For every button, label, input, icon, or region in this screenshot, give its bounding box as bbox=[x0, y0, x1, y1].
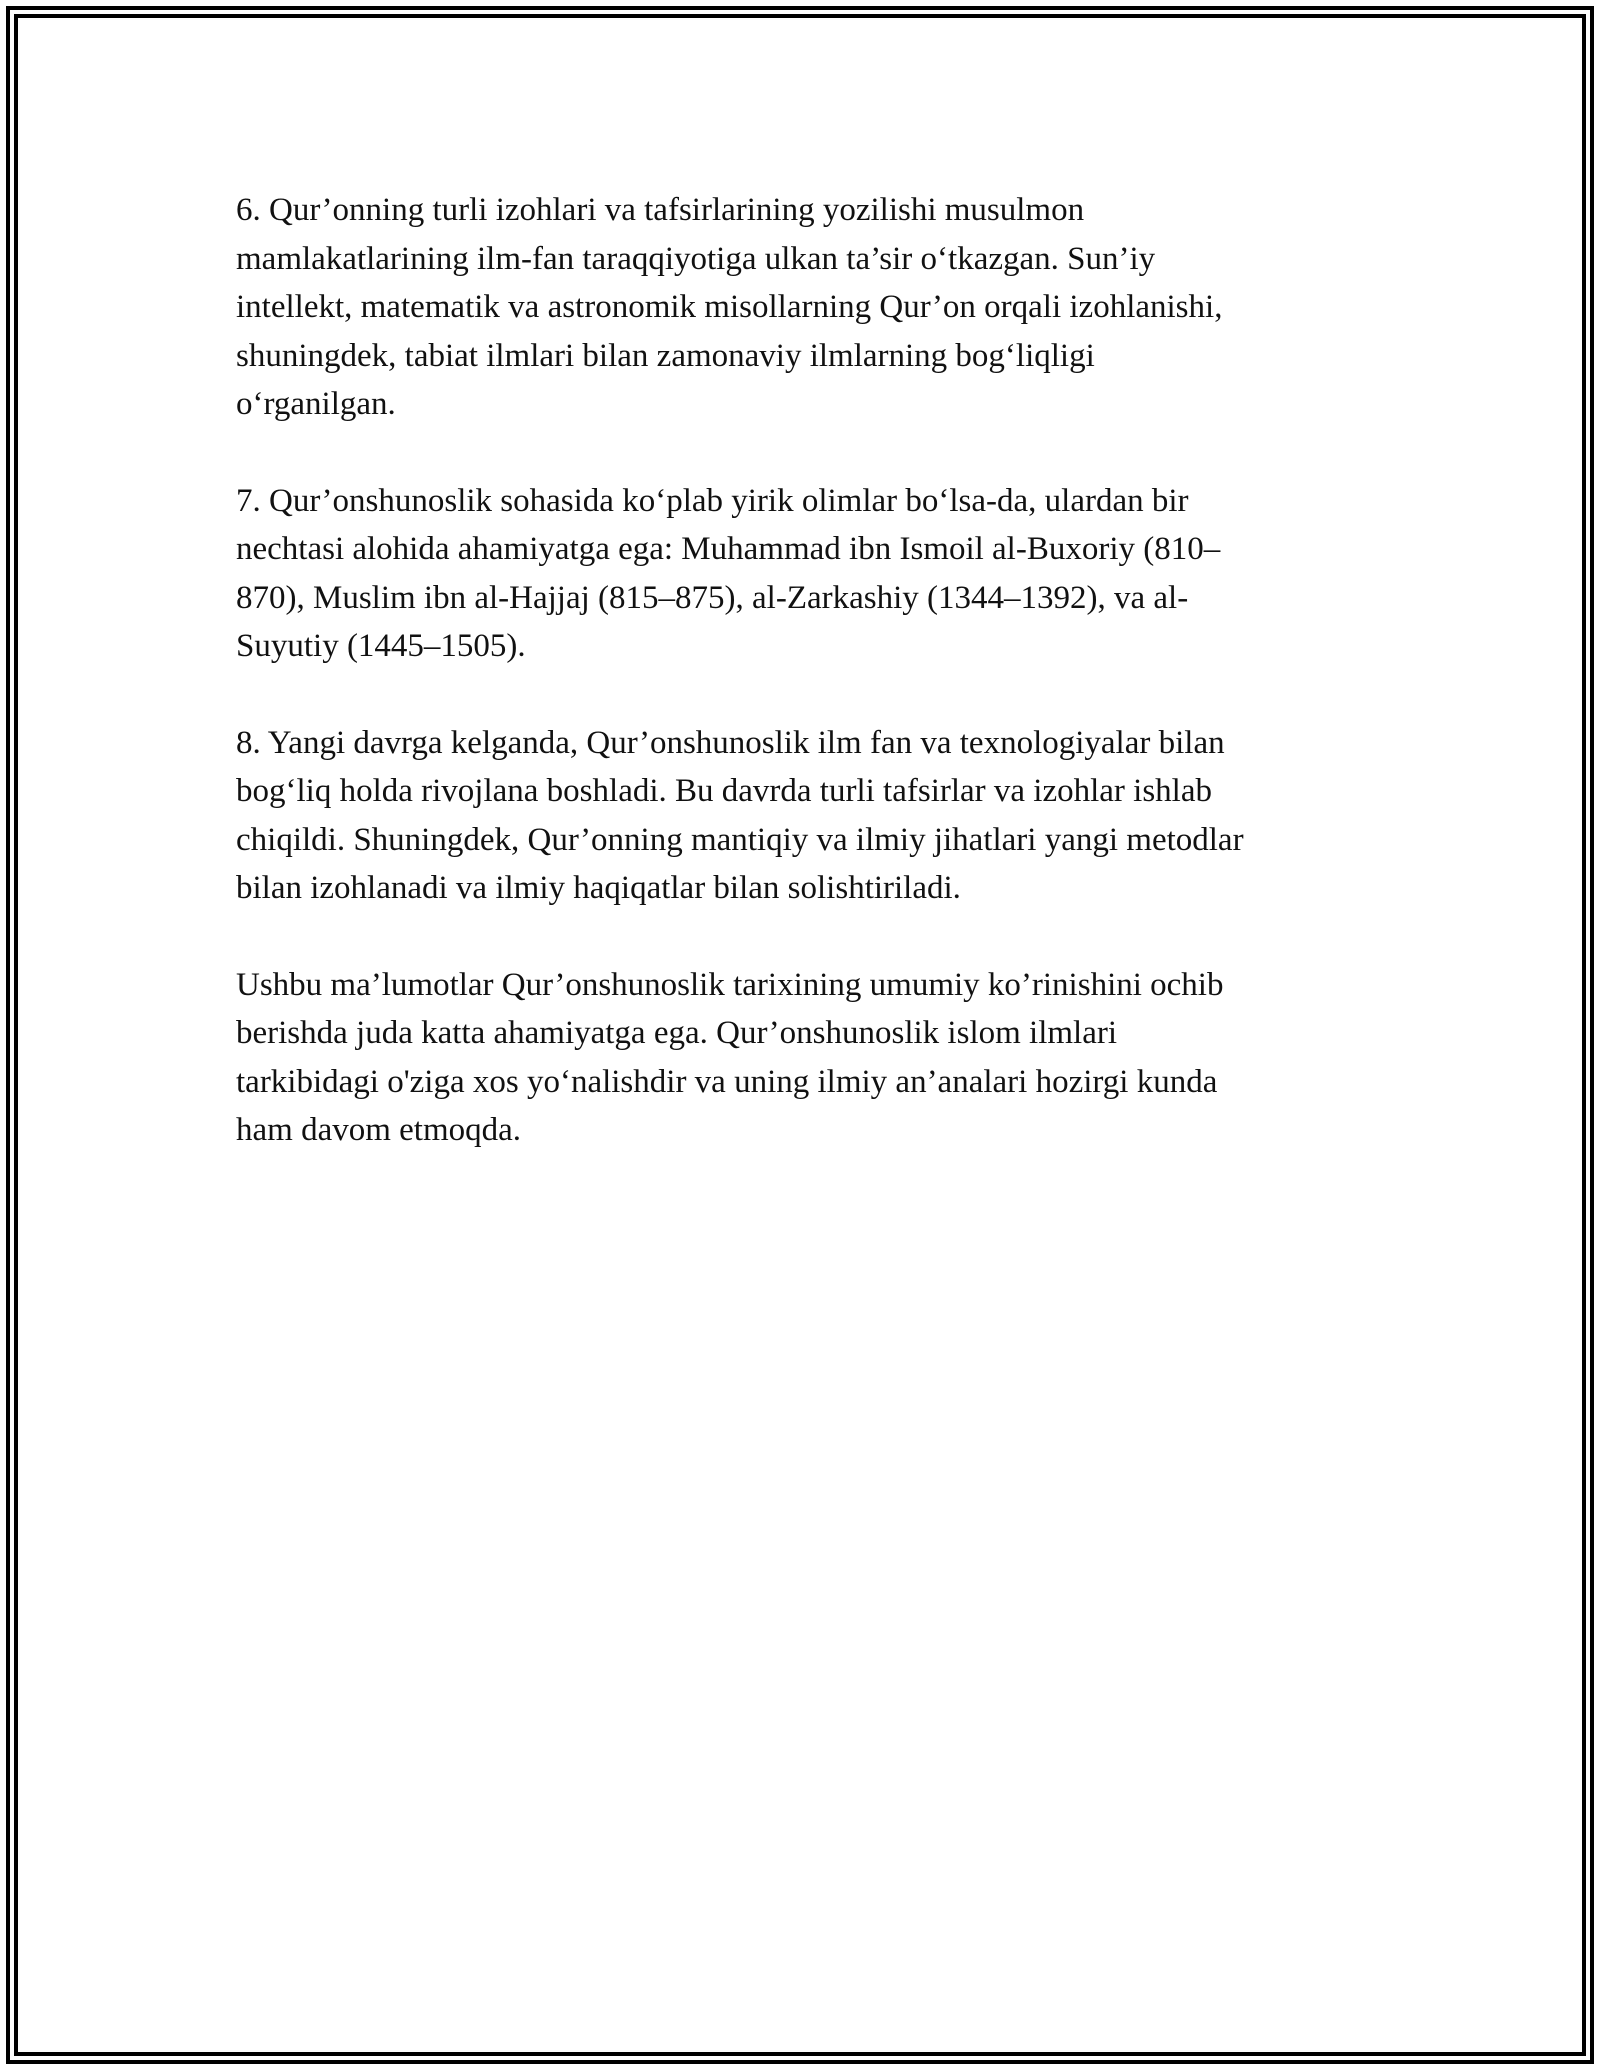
paragraph-item-8: 8. Yangi davrga kelganda, Qur’onshunoslik ilm fan va texnologiyalar bilan bog‘liq holda rivojlana boshladi. Bu davrda turli tafsirlar va izohlar ishlab chiqildi. Shuningdek, Qur’onning mantiqiy va ilmiy jihatlari yangi metodlar bilan izohlanadi va ilmiy haqiqatlar bilan solishtiriladi. bbox=[236, 724, 1244, 906]
document-body bbox=[236, 186, 1376, 1203]
paragraph-conclusion: Ushbu ma’lumotlar Qur’onshunoslik tarixining umumiy ko’rinishini ochib berishda juda katta ahamiyatga ega. Qur’onshunoslik islom ilmlari tarkibidagi o'ziga xos yo‘nalishdir va uning ilmiy an’analari hozirgi kunda ham davom etmoqda. bbox=[236, 966, 1224, 1148]
paragraph-item-7: 7. Qur’onshunoslik sohasida ko‘plab yirik olimlar bo‘lsa-da, ulardan bir nechtasi alohida ahamiyatga ega: Muhammad ibn Ismoil al-Buxoriy (810– 870), Muslim ibn al-Hajjaj (815–875), al-Zarkashiy (1344–1392), va al- Suyutiy (1445–1505). bbox=[236, 482, 1221, 664]
paragraph-item-6: 6. Qur’onning turli izohlari va tafsirlarining yozilishi musulmon mamlakatlarining ilm-fan taraqqiyotiga ulkan ta’sir o‘tkazgan. Sun’iy intellekt, matematik va astronomik misollarning Qur’on orqali izohlanishi, shuningdek, tabiat ilmlari bilan zamonaviy ilmlarning bog‘liqligi o‘rganilgan. bbox=[236, 192, 1223, 422]
